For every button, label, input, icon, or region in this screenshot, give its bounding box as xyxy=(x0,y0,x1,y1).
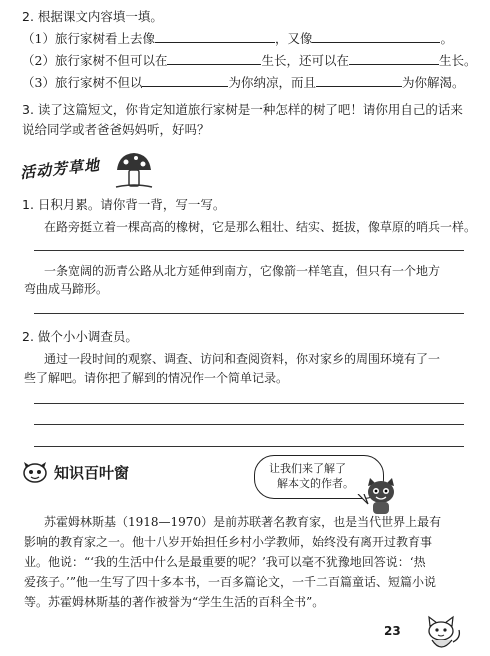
q2-line-1-end: 。 xyxy=(440,31,453,46)
act1-writing-line-2[interactable] xyxy=(34,313,464,314)
q3-line-2: 说给同学或者爸爸妈妈听，好吗？ xyxy=(22,122,210,137)
knowledge-paragraph-line-1: 苏霍姆林斯基（1918—1970）是前苏联著名教育家，也是当代世界上最有 xyxy=(44,515,442,529)
q2-line-1-text-a: 旅行家树看上去像 xyxy=(54,31,155,46)
q2-line-3-blank-1[interactable] xyxy=(142,74,228,87)
q2-line-3-blank-2[interactable] xyxy=(316,74,402,87)
q2-line-1 xyxy=(22,30,453,48)
q2-line-2-blank-2[interactable] xyxy=(349,52,439,65)
corner-cat-icon xyxy=(420,614,464,654)
q2-line-2-text-c: 生长。 xyxy=(438,53,477,68)
act2-writing-line-1[interactable] xyxy=(34,403,464,404)
activity-title: 活动芳草地 xyxy=(19,155,101,183)
q2-line-2-text-b: 生长，还可以在 xyxy=(261,53,349,68)
act1-writing-line-1[interactable] xyxy=(34,250,464,251)
knowledge-paragraph-line-3: 业。他说：“‘我的生活中什么是最重要的呢？’我可以毫不犹豫地回答说：‘热 xyxy=(24,555,426,569)
act1-sentence-2b: 弯曲成马蹄形。 xyxy=(24,282,109,296)
act1-title: 1. 日积月累。请你背一背，写一写。 xyxy=(22,197,226,212)
act2-writing-line-3[interactable] xyxy=(34,446,464,447)
q2-line-1-blank-2[interactable] xyxy=(312,30,440,43)
mushroom-icon xyxy=(114,150,154,190)
knowledge-paragraph-line-2: 影响的教育家之一。他十八岁开始担任乡村小学教师，始终没有离开过教育事 xyxy=(24,535,433,549)
act1-sentence-2a: 一条宽阔的沥青公路从北方延伸到南方，它像箭一样笔直，但只有一个地方 xyxy=(44,264,441,278)
q2-line-2-text-a: 旅行家树不但可以在 xyxy=(54,53,168,68)
q2-line-2 xyxy=(22,52,477,70)
q2-line-2-blank-1[interactable] xyxy=(167,52,261,65)
q2-line-3 xyxy=(22,74,465,92)
q2-line-3-text-a: 旅行家树不但以 xyxy=(54,75,143,90)
act2-line-2: 些了解吧。请你把了解到的情况作一个简单记录。 xyxy=(24,371,289,385)
cartoon-face-icon xyxy=(22,461,48,483)
speech-bubble-line-2: 解本文的作者。 xyxy=(277,477,354,490)
q2-line-3-text-b: 为你纳凉，而且 xyxy=(228,75,316,90)
knowledge-paragraph-line-4: 爱孩子。’”他一生写了四十多本书，一百多篇论文，一千二百篇童话、短篇小说 xyxy=(24,575,436,589)
knowledge-title: 知识百叶窗 xyxy=(54,464,130,482)
q2-line-1-number: （1） xyxy=(22,31,55,46)
page-number: 23 xyxy=(384,624,401,638)
act1-sentence-1: 在路旁挺立着一棵高高的橡树，它是那么粗壮、结实、挺拔，像草原的哨兵一样。 xyxy=(44,220,477,234)
activity-header xyxy=(20,150,150,190)
q2-line-3-number: （3） xyxy=(22,75,55,90)
act2-writing-line-2[interactable] xyxy=(34,424,464,425)
q2-line-1-blank-1[interactable] xyxy=(155,30,275,43)
q2-line-3-text-c: 为你解渴。 xyxy=(401,75,465,90)
act2-title: 2. 做个小小调查员。 xyxy=(22,329,138,344)
knowledge-header xyxy=(22,460,162,484)
knowledge-paragraph-line-5: 等。苏霍姆林斯基的著作被誉为“学生生活的百科全书”。 xyxy=(24,595,325,609)
q2-line-1-text-b: ，又像 xyxy=(274,31,313,46)
q3-line-1: 3. 读了这篇短文，你肯定知道旅行家树是一种怎样的树了吧！请你用自己的话来 xyxy=(22,102,463,117)
act2-line-1: 通过一段时间的观察、调查、访问和查阅资料，你对家乡的周围环境有了一 xyxy=(44,352,441,366)
mascot-icon xyxy=(362,476,400,516)
q2-line-2-number: （2） xyxy=(22,53,55,68)
q2-title: 2. 根据课文内容填一填。 xyxy=(22,9,163,24)
speech-bubble-line-1: 让我们来了解了 xyxy=(269,462,346,475)
